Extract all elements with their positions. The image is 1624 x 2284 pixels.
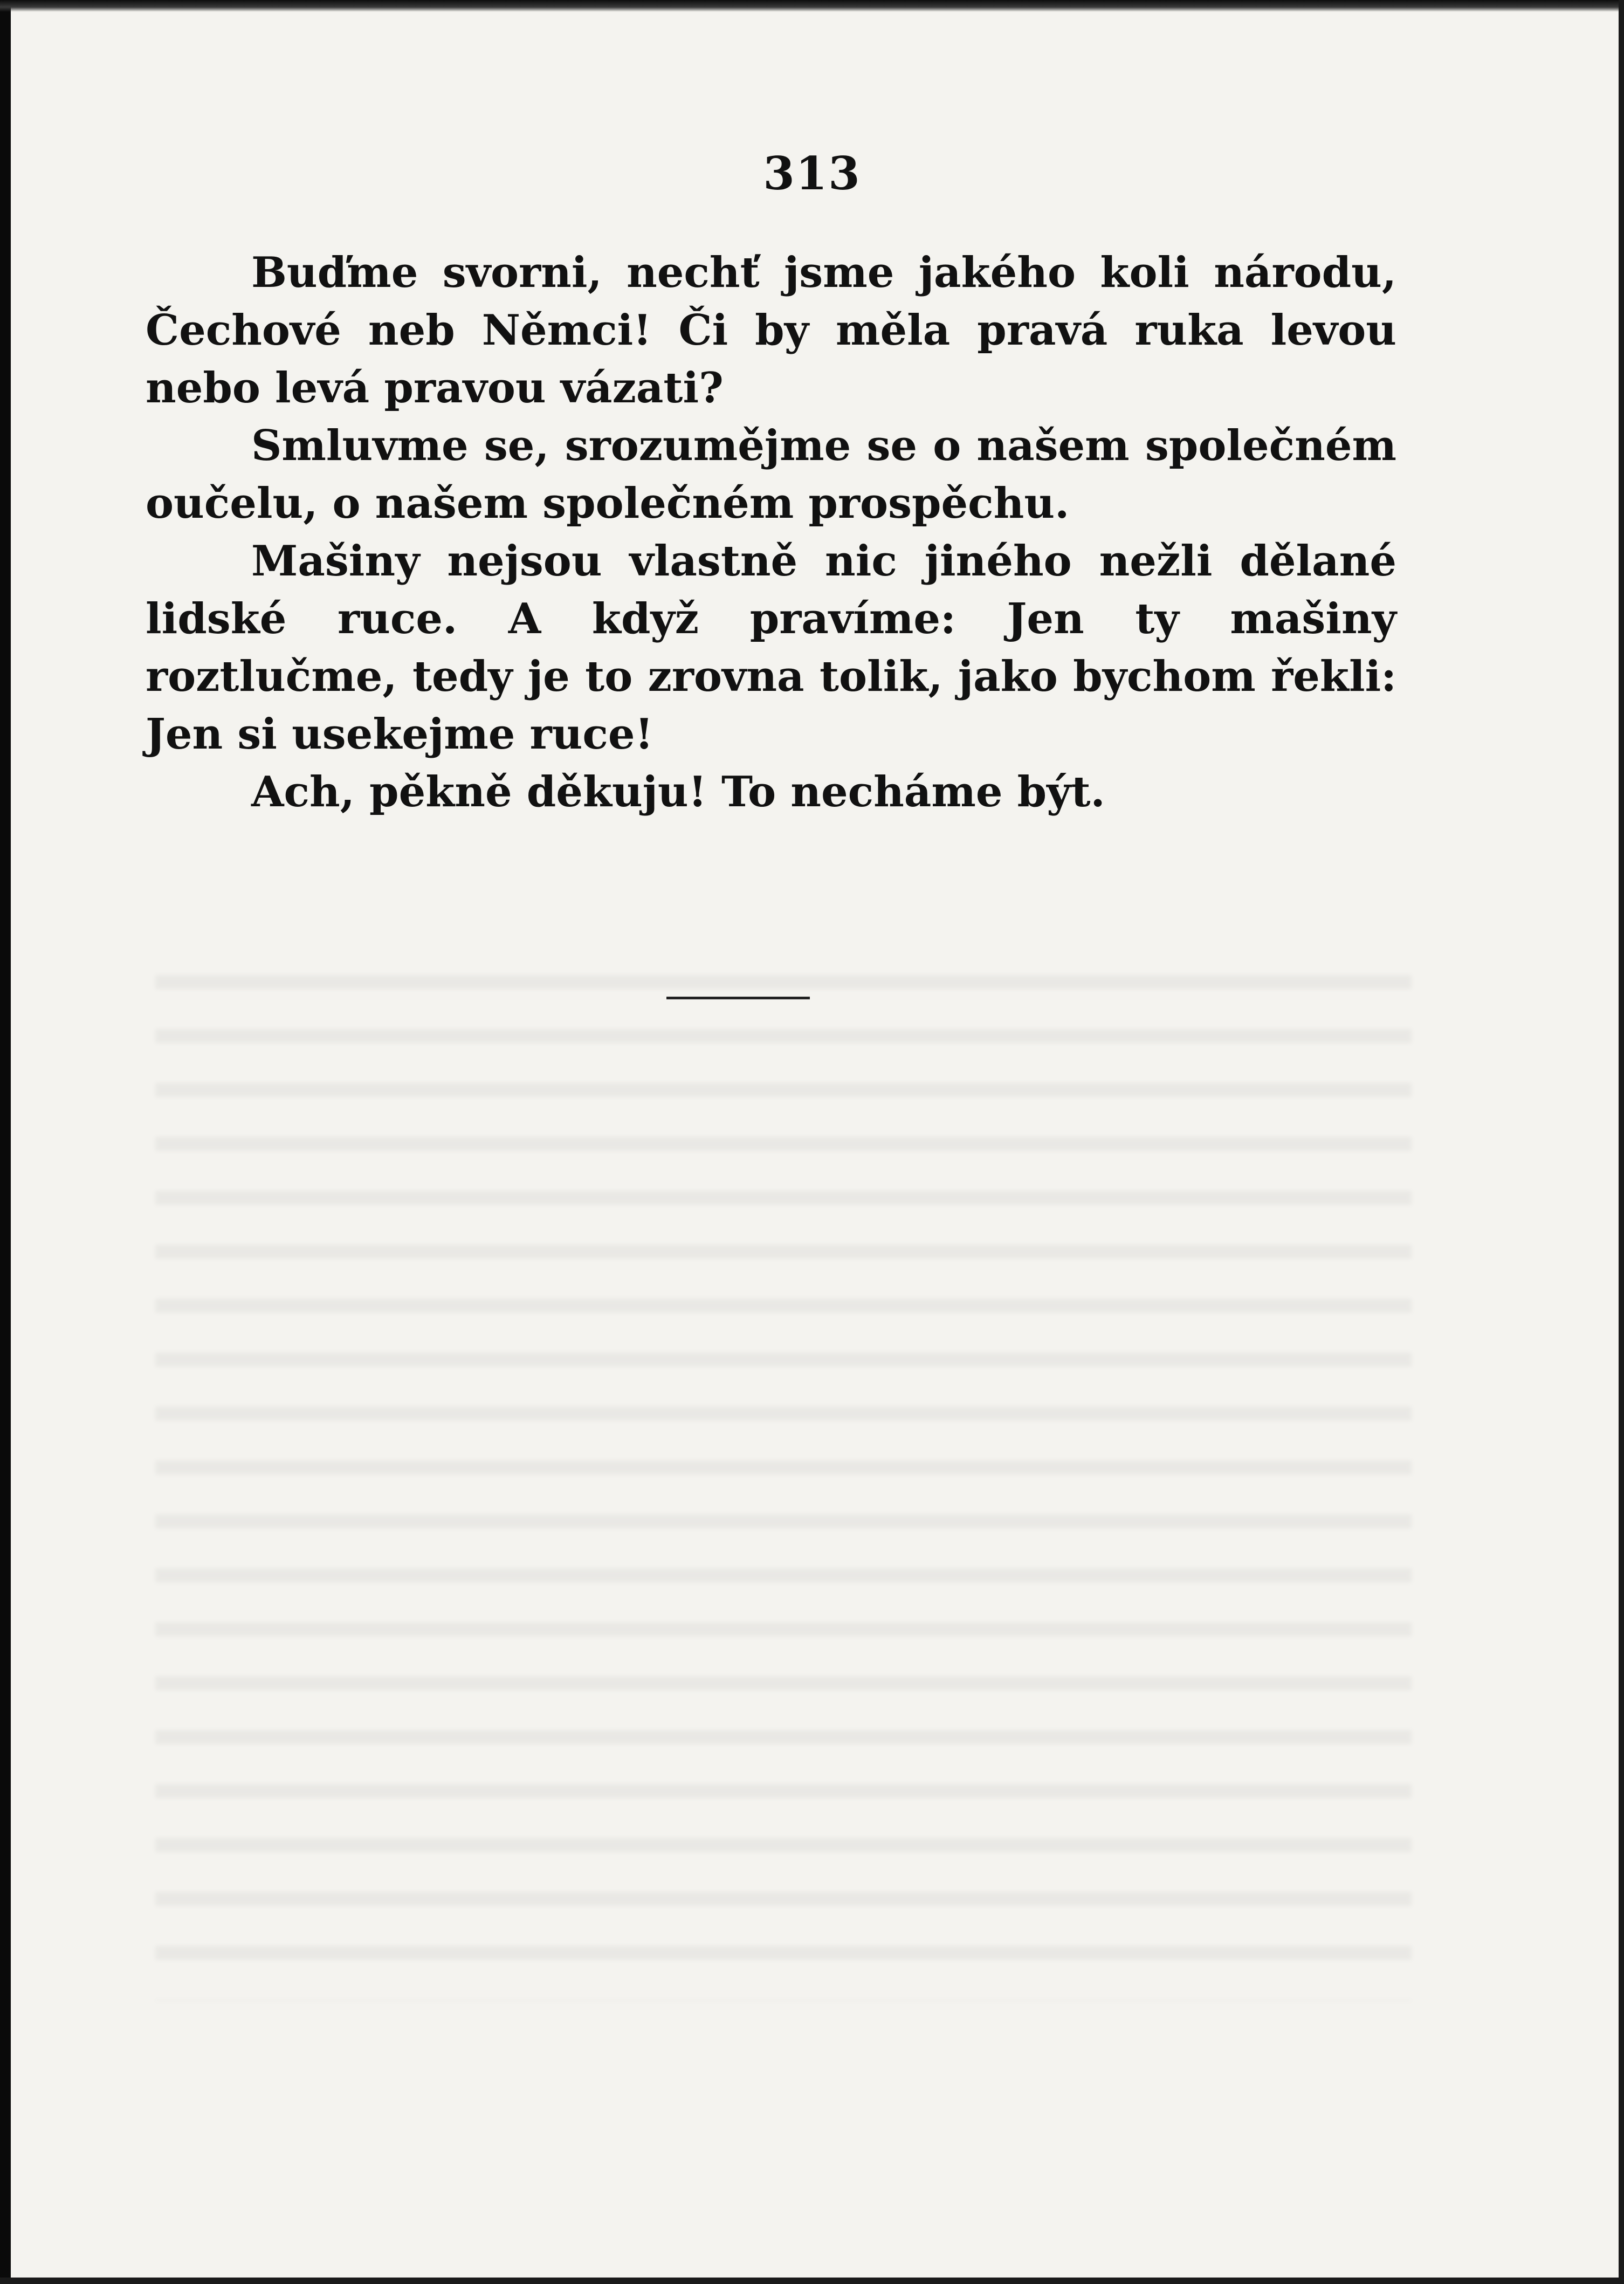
body-text xyxy=(146,244,1396,821)
paragraph: Smluvme se, srozumějme se o našem společném oučelu, o našem společném prospěchu. xyxy=(146,421,1396,528)
bottom-scan-edge xyxy=(0,2278,1624,2284)
left-scan-edge xyxy=(0,0,11,2284)
paragraph: Mašiny nejsou vlastně nic jiného nežli dělané lidské ruce. A když pravíme: Jen ty mašiny roztlučme, tedy je to zrovna tolik, jako bychom řekli: Jen si usekejme ruce! xyxy=(146,537,1396,759)
section-divider-rule xyxy=(666,997,810,999)
paragraph: Buďme svorni, nechť jsme jakého koli národu, Čechové neb Němci! Či by měla pravá ruka levou nebo levá pravou vázati? xyxy=(146,248,1396,413)
right-scan-edge xyxy=(1619,0,1624,2284)
bleed-through-texture xyxy=(155,949,1412,2001)
top-scan-edge xyxy=(0,0,1624,12)
paragraph: Ach, pěkně děkuju! To necháme být. xyxy=(251,767,1105,817)
page-number: 313 xyxy=(763,147,861,200)
